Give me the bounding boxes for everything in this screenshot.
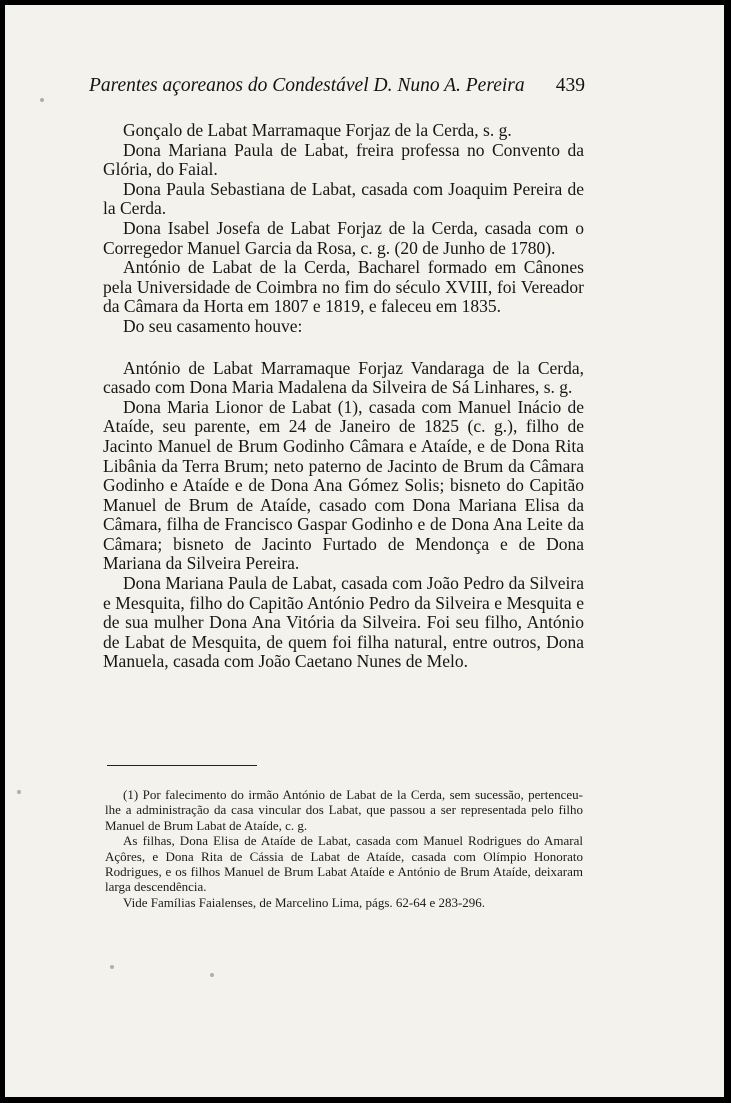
paper-speck bbox=[110, 965, 114, 969]
paragraph: Dona Maria Lionor de Labat (1), casada com Manuel Inácio de Ataíde, seu parente, em 24 de Janeiro de 1825 (c. g.), filho de Jacinto Manuel de Brum Godinho Câmara e Ataíde, e de Dona Rita Libânia da Terra Brum; neto paterno de Jacinto de Brum da Câmara Godinho e Ataíde e de Dona Ana Gómez Solis; bisneto do Capitão Manuel de Brum de Ataíde, casado com Dona Mariana Elisa da Câmara, filha de Francisco Gaspar Godinho e de Dona Ana Leite da Câmara; bisneto de Jacinto Furtado de Mendonça e de Dona Mariana da Silveira Pereira. bbox=[103, 396, 584, 574]
paragraph: António de Labat de la Cerda, Bacharel formado em Cânones pela Universidade de Coimbra no fim do século XVIII, foi Vereador da Câmara da Horta em 1807 e 1819, e faleceu em 1835. bbox=[103, 257, 584, 317]
footnotes bbox=[105, 787, 583, 910]
paragraph: Gonçalo de Labat Marramaque Forjaz de la Cerda, s. g. bbox=[123, 120, 512, 140]
header-title: Parentes açoreanos do Condestável D. Nuno A. Pereira bbox=[89, 75, 525, 96]
paragraph: Dona Mariana Paula de Labat, freira professa no Convento da Glória, do Faial. bbox=[103, 139, 584, 180]
footnote-rule bbox=[107, 765, 257, 766]
paper-speck bbox=[210, 973, 214, 977]
paragraph-gap bbox=[103, 337, 584, 359]
running-header bbox=[89, 75, 609, 109]
page-number: 439 bbox=[555, 75, 585, 96]
paper-speck bbox=[40, 98, 44, 102]
footnote: (1) Por falecimento do irmão António de Labat de la Cerda, sem sucessão, pertenceu-lhe a administração da casa vincular dos Labat, que passou a ser representada pelo filho Manuel de Brum Labat de Ataíde, c. g. bbox=[105, 787, 583, 833]
paragraph: Dona Mariana Paula de Labat, casada com João Pedro da Silveira e Mesquita, filho do Capitão António Pedro da Silveira e Mesquita e de sua mulher Dona Ana Vitória da Silveira. Foi seu filho, António de Labat de Mesquita, de quem foi filha natural, entre outros, Dona Manuela, casada com João Caetano Nunes de Melo. bbox=[103, 573, 584, 672]
footnote: As filhas, Dona Elisa de Ataíde de Labat, casada com Manuel Rodrigues do Amaral Açôres, e Dona Rita de Cássia de Labat de Ataíde, casada com Olímpio Honorato Rodrigues, e os filhos Manuel de Brum Labat Ataíde e António de Brum Ataíde, deixaram larga descendência. bbox=[105, 833, 583, 895]
paragraph: Dona Isabel Josefa de Labat Forjaz de la Cerda, casada com o Corregedor Manuel Garcia da Rosa, c. g. (20 de Junho de 1780). bbox=[103, 217, 584, 258]
paper-speck bbox=[17, 790, 21, 794]
footnote: Vide Famílias Faialenses, de Marcelino Lima, págs. 62-64 e 283-296. bbox=[123, 894, 486, 910]
main-text bbox=[103, 121, 584, 672]
paragraph: Do seu casamento houve: bbox=[123, 315, 303, 336]
paragraph: António de Labat Marramaque Forjaz Vandaraga de la Cerda, casado com Dona Maria Madalena da Silveira de Sá Linhares, s. g. bbox=[103, 357, 584, 398]
book-page bbox=[5, 5, 724, 1097]
paragraph: Dona Paula Sebastiana de Labat, casada com Joaquim Pereira de la Cerda. bbox=[103, 178, 584, 219]
